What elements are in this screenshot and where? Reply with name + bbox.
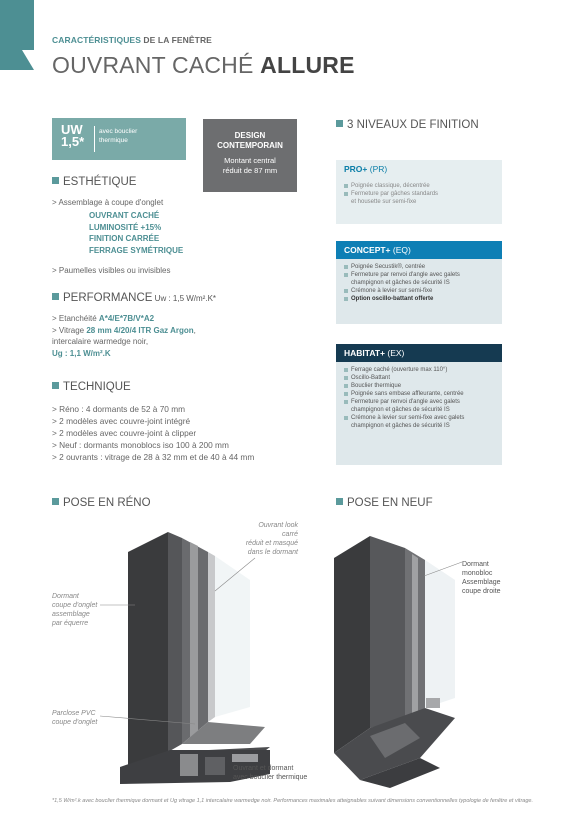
- caption-ouvrant: Ouvrant look carré réduit et masqué dans le dormant: [245, 522, 298, 556]
- corner-notch: [22, 50, 34, 70]
- level-concept: CONCEPT+ (EQ) Poignée Secustik®, centrée Fermeture par renvoi d'angle avec galets champignon et gâches de sécurité IS Crémone à levier sur semi-fixe Option oscillo-battant offerte: [336, 241, 502, 324]
- square-bullet-icon: [52, 498, 59, 505]
- level-pro: PRO+ (PR) Poignée classique, décentrée Fermeture par gâches standards et housette sur semi-fixe: [336, 160, 502, 224]
- list-item: > 2 modèles avec couvre-joint intégré: [52, 416, 191, 426]
- heading-pose-reno: POSE EN RÉNO: [52, 497, 151, 509]
- page-title: OUVRANT CACHÉ ALLURE: [52, 52, 355, 78]
- esthetique-last: > Paumelles visibles ou invisibles: [52, 266, 171, 275]
- uw-value: UW 1,5*: [61, 122, 85, 149]
- list-item: > Neuf : dormants monoblocs iso 100 à 200 mm: [52, 440, 229, 450]
- uw-text: avec bouclier thermique: [99, 128, 138, 144]
- square-bullet-icon: [336, 120, 343, 127]
- heading-performance: PERFORMANCE Uw : 1,5 W/m².K*: [52, 292, 216, 304]
- caption-parclose: Parclose PVC coupe d'onglet: [52, 710, 98, 726]
- heading-esthetique: ESTHÉTIQUE: [52, 176, 136, 188]
- level-habitat: HABITAT+ (EX) Ferrage caché (ouverture max 110°) Oscillo-Battant Bouclier thermique Poignée sans embase affleurante, centrée Fermeture par renvoi d'angle avec galets champignon et gâches de sécurité IS Crémone à levier sur semi-fixe avec galets champignon et gâches de sécurité IS: [336, 344, 502, 465]
- heading-pose-neuf: POSE EN NEUF: [336, 497, 433, 509]
- esthetique-intro: > Assemblage à coupe d'onglet: [52, 198, 164, 207]
- caption-bouclier: Ouvrant et dormant avec bouclier thermique: [233, 765, 308, 781]
- neuf-profile-illustration: [330, 518, 460, 790]
- leader-line: [210, 556, 260, 596]
- uw-separator: [94, 126, 95, 152]
- leader-line: [100, 600, 140, 610]
- section-kicker: CARACTÉRISTIQUES DE LA FENÊTRE: [52, 35, 212, 45]
- technique-list: [52, 403, 254, 463]
- leader-line: [420, 560, 464, 580]
- performance-lines: > Etanchéité A*4/E*7B/V*A2 > Vitrage 28 mm 4/20/4 ITR Gaz Argon, intercalaire warmedge noir, Ug : 1,1 W/m².K: [52, 314, 196, 358]
- uw-badge: [52, 118, 186, 160]
- square-bullet-icon: [52, 293, 59, 300]
- square-bullet-icon: [52, 177, 59, 184]
- heading-technique: TECHNIQUE: [52, 381, 131, 393]
- footnote: *1,5 W/m².k avec bouclier thermique dormant et Ug vitrage 1,1 intercalaire warmedge noir. Performances maximales atteignables suivant dimensions conventionnelles typologie de fenêtre et vitrage.: [52, 798, 533, 804]
- design-badge: DESIGN CONTEMPORAIN Montant central réduit de 87 mm: [203, 119, 297, 192]
- square-bullet-icon: [336, 498, 343, 505]
- caption-dormant: Dormant coupe d'onglet assemblage par équerre: [52, 593, 98, 627]
- square-bullet-icon: [52, 382, 59, 389]
- list-item: > Réno : 4 dormants de 52 à 70 mm: [52, 404, 186, 414]
- list-item: > 2 ouvrants : vitrage de 28 à 32 mm et de 40 à 44 mm: [52, 452, 255, 462]
- list-item: > 2 modèles avec couvre-joint à clipper: [52, 428, 197, 438]
- leader-line: [100, 712, 200, 732]
- heading-niveaux: 3 NIVEAUX DE FINITION: [336, 119, 479, 131]
- esthetique-features: OUVRANT CACHÉ LUMINOSITÉ +15% FINITION CARRÉE FERRAGE SYMÉTRIQUE: [89, 211, 184, 255]
- caption-neuf: Dormant monobloc Assemblage coupe droite: [462, 561, 501, 595]
